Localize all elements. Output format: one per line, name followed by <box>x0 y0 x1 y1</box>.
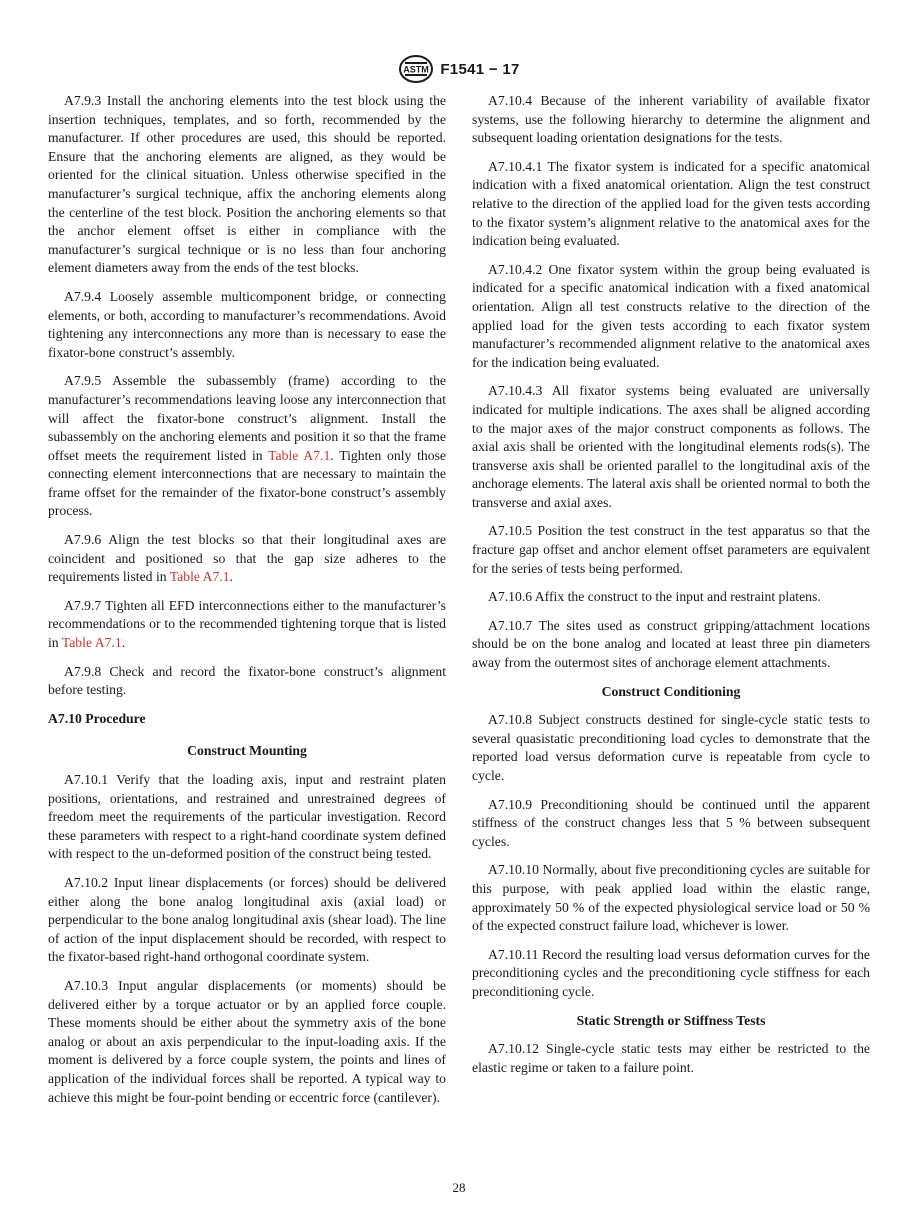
table-a7-1-link[interactable]: Table A7.1 <box>268 447 331 463</box>
paragraph-a7-10-9: A7.10.9 Preconditioning should be continued until the apparent stiffness of the construct changes less that 5 % between subsequent cycles. <box>472 796 870 849</box>
subheading-construct-conditioning: Construct Conditioning <box>601 683 741 699</box>
paragraph-text: . <box>121 635 126 651</box>
paragraph-a7-9-4: A7.9.4 Loosely assemble multicomponent bridge, or connecting elements, or both, according to manufacturer’s recommendations. Avoid tightening any interconnections any more than is necessary to ease the fixator-bone construct’s assembly. <box>48 288 446 360</box>
paragraph-a7-10-4: A7.10.4 Because of the inherent variability of available fixator systems, use the following hierarchy to determine the alignment and subsequent loading orientation designations for the tests. <box>472 93 870 146</box>
table-a7-1-link[interactable]: Table A7.1 <box>169 569 230 585</box>
left-column <box>48 92 446 1117</box>
paragraph-a7-9-7 <box>48 597 446 653</box>
paragraph-text: A7.9.7 Tighten all EFD interconnections either to the manufacturer’s recommendations or to the recommended tightening torque that is listed in <box>48 597 446 651</box>
paragraph-a7-10-10: A7.10.10 Normally, about five preconditioning cycles are suitable for this purpose, with peak applied load within the elastic range, approximately 50 % of the expected physiological service load or 50 % of the expected construct failure load, whichever is lower. <box>472 862 870 934</box>
paragraph-a7-9-8: A7.9.8 Check and record the fixator-bone construct’s alignment before testing. <box>48 663 446 698</box>
astm-logo-icon <box>398 54 434 84</box>
paragraph-a7-10-8: A7.10.8 Subject constructs destined for single-cycle static tests to several quasistatic preconditioning load cycles to demonstrate that the reported load versus deformation curve is repeatable from cycle to cycle. <box>472 712 870 783</box>
paragraph-text: . Tighten only those connecting element interconnections that are necessary to maintain the frame offset for the remainder of the fixator-bone construct’s assembly process. <box>48 447 446 519</box>
paragraph-a7-10-11: A7.10.11 Record the resulting load versus deformation curves for the preconditioning cycles and the preconditioning cycle stiffness for each preconditioning cycle. <box>472 946 870 999</box>
paragraph-text: A7.9.6 Align the test blocks so that their longitudinal axes are coincident and positioned so that the gap size adheres to the requirements listed in <box>48 532 446 585</box>
right-column <box>472 92 870 1087</box>
svg-text:ASTM: ASTM <box>403 64 430 75</box>
paragraph-a7-10-6: A7.10.6 Affix the construct to the input and restraint platens. <box>488 589 821 605</box>
section-heading-a7-10: A7.10 Procedure <box>48 710 146 726</box>
document-id: F1541 − 17 <box>440 60 520 78</box>
paragraph-a7-9-6 <box>48 531 446 587</box>
table-a7-1-link[interactable]: Table A7.1 <box>61 635 122 651</box>
paragraph-a7-10-4-2: A7.10.4.2 One fixator system within the group being evaluated is indicated for a specific anatomical indication with a fixed anatomical orientation. Align all test constructs relative to the direction of the applied load for the given tests according to each fixator system manufacturer’s recommended alignment relative to the anatomical axes for the indication being evaluated. <box>472 261 870 370</box>
paragraph-a7-10-1: A7.10.1 Verify that the loading axis, input and restraint platen positions, orientations, and restrained and unrestrained degrees of freedom meet the requirements of the particular investigation. Record these parameters with respect to a right-hand coordinate system defined with respect to the un-deformed position of the construct being tested. <box>48 772 446 862</box>
paragraph-a7-10-12: A7.10.12 Single-cycle static tests may either be restricted to the elastic regime or taken to a failure point. <box>472 1041 870 1075</box>
paragraph-text: A7.9.5 Assemble the subassembly (frame) according to the manufacturer’s recommendations leaving loose any interconnection that will affect the fixator-bone construct’s alignment. Install the subassembly on the anchoring elements and position it so that the frame offset meets the requirement listed in <box>48 373 446 463</box>
page-header <box>0 54 918 84</box>
paragraph-a7-10-7: A7.10.7 The sites used as construct gripping/attachment locations should be on the bone analog and located at least three pin diameters away from the outermost sites of anchorage element attachments. <box>472 617 870 671</box>
paragraph-a7-10-2: A7.10.2 Input linear displacements (or forces) should be delivered either along the bone analog longitudinal axis (axial load) or perpendicular to the bone analog longitudinal axis (shear load). The line of action of the input displacement should be recorded, with respect to the fixator-based right-hand orthogonal coordinate system. <box>48 874 446 965</box>
paragraph-a7-10-3: A7.10.3 Input angular displacements (or moments) should be delivered either by a torque actuator or by an applied force couple. These moments should be either about the symmetry axis of the bone analog or about an axis perpendicular to the input-loading axis. If the moment is delivered by a force couple system, the points and lines of application of the individual forces shall be reported. A typical way to achieve this might be four-point bending or eccentric force (cantilever). <box>48 977 446 1105</box>
paragraph-text: . <box>229 569 234 585</box>
subheading-static-strength: Static Strength or Stiffness Tests <box>576 1012 766 1028</box>
paragraph-a7-9-3: A7.9.3 Install the anchoring elements into the test block using the insertion techniques, templates, and so forth, recommended by the manufacturer. If other procedures are used, this should be reported. Ensure that the anchoring elements are aligned, as they would be oriented for the clinical situation. Unless otherwise specified in the manufacturer’s surgical technique, affix the anchoring elements along the centerline of the test block. Position the anchoring elements so that the anchor element offset is either in compliance with the manufacturer’s surgical technique or is no less than four anchoring element diameters away from the ends of the test blocks. <box>48 93 446 276</box>
paragraph-a7-10-4-3: A7.10.4.3 All fixator systems being evaluated are universally indicated for multiple indications. The axes shall be aligned according to the major axes of the major construct components as follows. The axial axis shall be oriented with the longitudinal elements rods(s). The transverse axis shall be oriented parallel to the longitudinal axis of the anchorage elements. The lateral axis shall be oriented normal to both the transverse and axial axes. <box>472 383 870 510</box>
paragraph-a7-10-4-1: A7.10.4.1 The fixator system is indicated for a specific anatomical indication with a fixed anatomical orientation. Align the test construct relative to the direction of the applied load for the given tests according to the fixator system’s alignment relative to the anatomical axes for the indication being evaluated. <box>472 158 870 249</box>
paragraph-a7-10-5: A7.10.5 Position the test construct in the test apparatus so that the fracture gap offset and anchor element offset parameters are equivalent for the series of tests being performed. <box>472 523 870 576</box>
subheading-construct-mounting: Construct Mounting <box>187 743 307 759</box>
page-number: 28 <box>452 1180 466 1195</box>
paragraph-a7-9-5 <box>48 372 446 521</box>
